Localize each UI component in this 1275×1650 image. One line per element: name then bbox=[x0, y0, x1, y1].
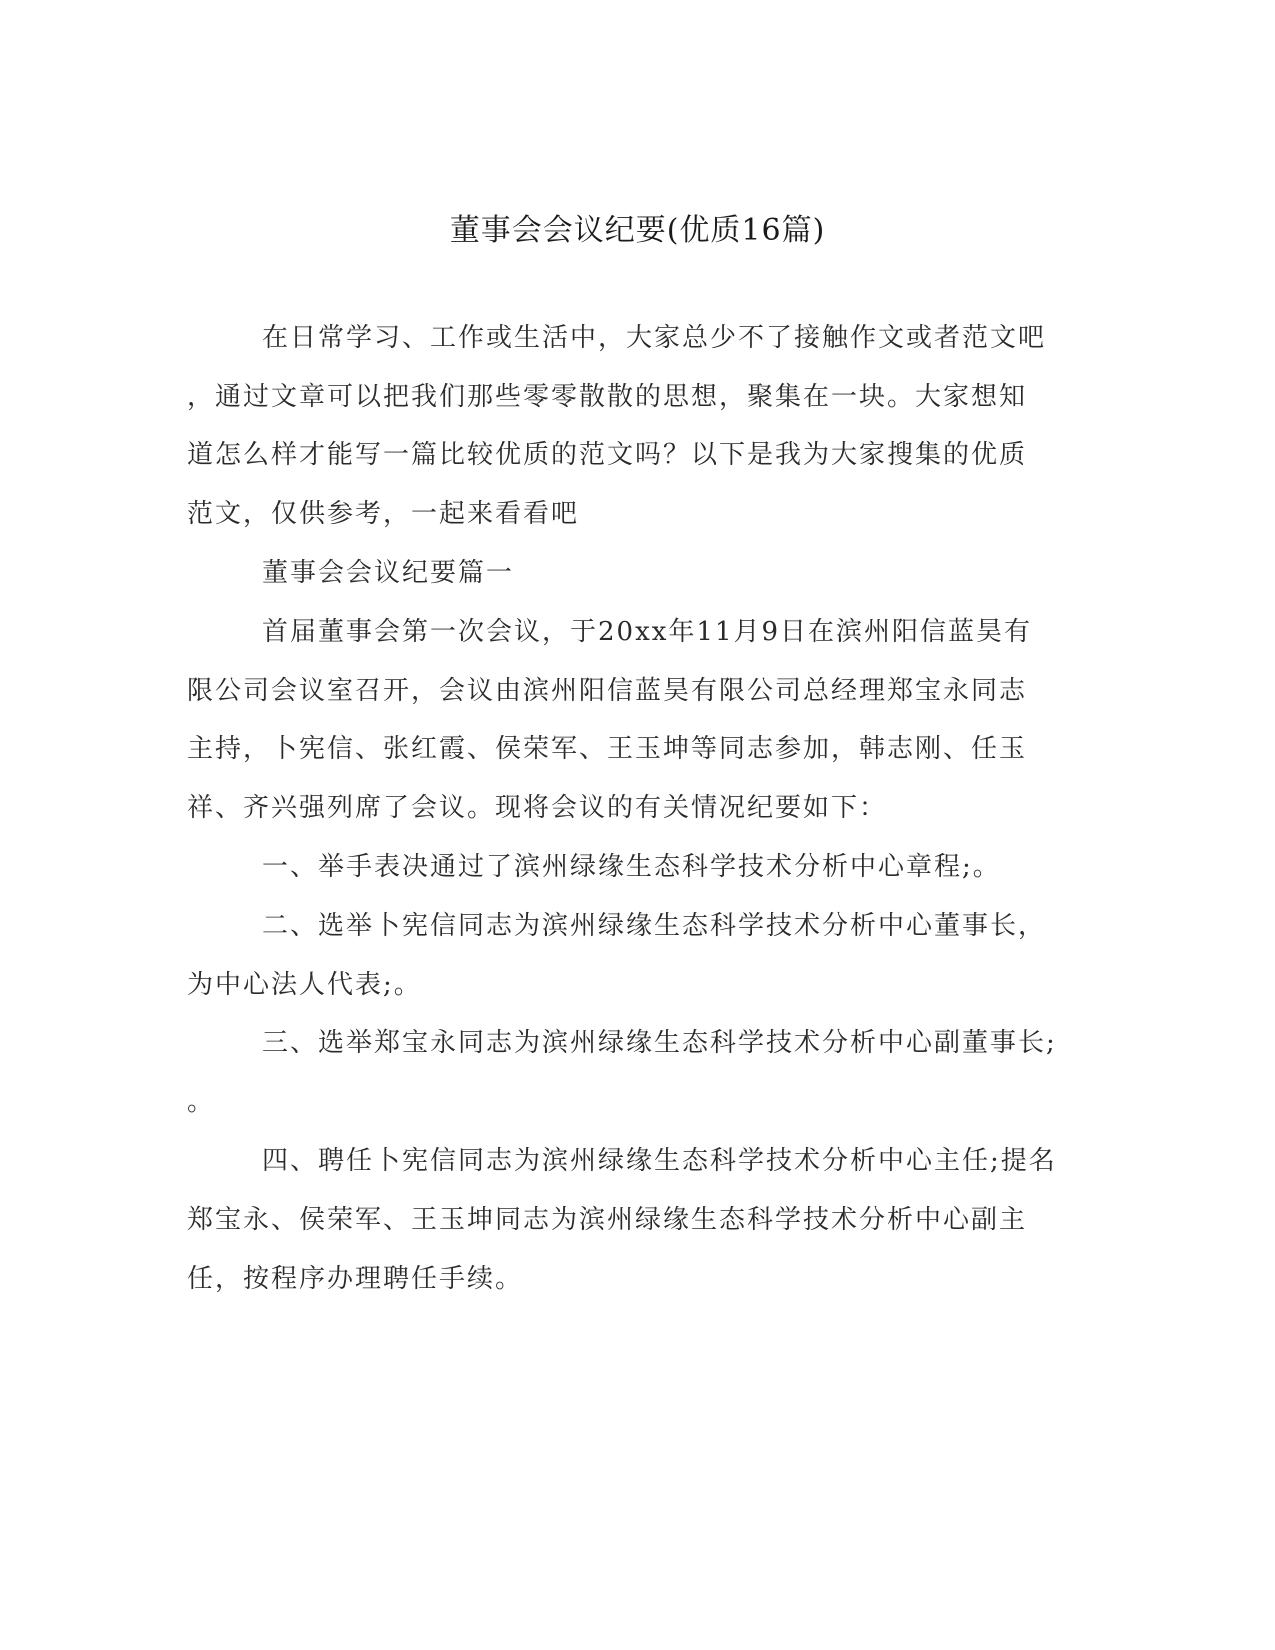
list-item-continuation: 任，按程序办理聘任手续。 bbox=[187, 1264, 524, 1294]
paragraph-line: 在日常学习、工作或生活中，大家总少不了接触作文或者范文吧 bbox=[262, 323, 1047, 353]
paragraph-line: 道怎么样才能写一篇比较优质的范文吗？以下是我为大家搜集的优质 bbox=[187, 440, 1028, 470]
list-item-continuation: 。 bbox=[187, 1087, 216, 1117]
list-item-continuation: 为中心法人代表;。 bbox=[187, 970, 422, 1000]
list-item: 一、举手表决通过了滨州绿缘生态科学技术分析中心章程;。 bbox=[262, 852, 1001, 882]
paragraph-line: 主持，卜宪信、张红霞、侯荣军、王玉坤等同志参加，韩志刚、任玉 bbox=[187, 734, 1028, 764]
paragraph-line: 首届董事会第一次会议，于20xx年11月9日在滨州阳信蓝昊有 bbox=[262, 617, 1033, 647]
list-item: 三、选举郑宝永同志为滨州绿缘生态科学技术分析中心副董事长; bbox=[262, 1028, 1057, 1058]
list-item: 二、选举卜宪信同志为滨州绿缘生态科学技术分析中心董事长， bbox=[262, 911, 1047, 941]
list-item: 四、聘任卜宪信同志为滨州绿缘生态科学技术分析中心主任;提名 bbox=[262, 1146, 1057, 1176]
paragraph-line: 限公司会议室召开，会议由滨州阳信蓝昊有限公司总经理郑宝永同志 bbox=[187, 676, 1028, 706]
document-title: 董事会会议纪要(优质16篇) bbox=[449, 213, 826, 248]
list-item-continuation: 郑宝永、侯荣军、王玉坤同志为滨州绿缘生态科学技术分析中心副主 bbox=[187, 1205, 1028, 1235]
paragraph-line: 范文，仅供参考，一起来看看吧 bbox=[187, 499, 580, 529]
paragraph-line: ，通过文章可以把我们那些零零散散的思想，聚集在一块。大家想知 bbox=[187, 382, 1028, 412]
paragraph-line: 祥、齐兴强列席了会议。现将会议的有关情况纪要如下： bbox=[187, 793, 888, 823]
section-heading: 董事会会议纪要篇一 bbox=[262, 558, 515, 588]
